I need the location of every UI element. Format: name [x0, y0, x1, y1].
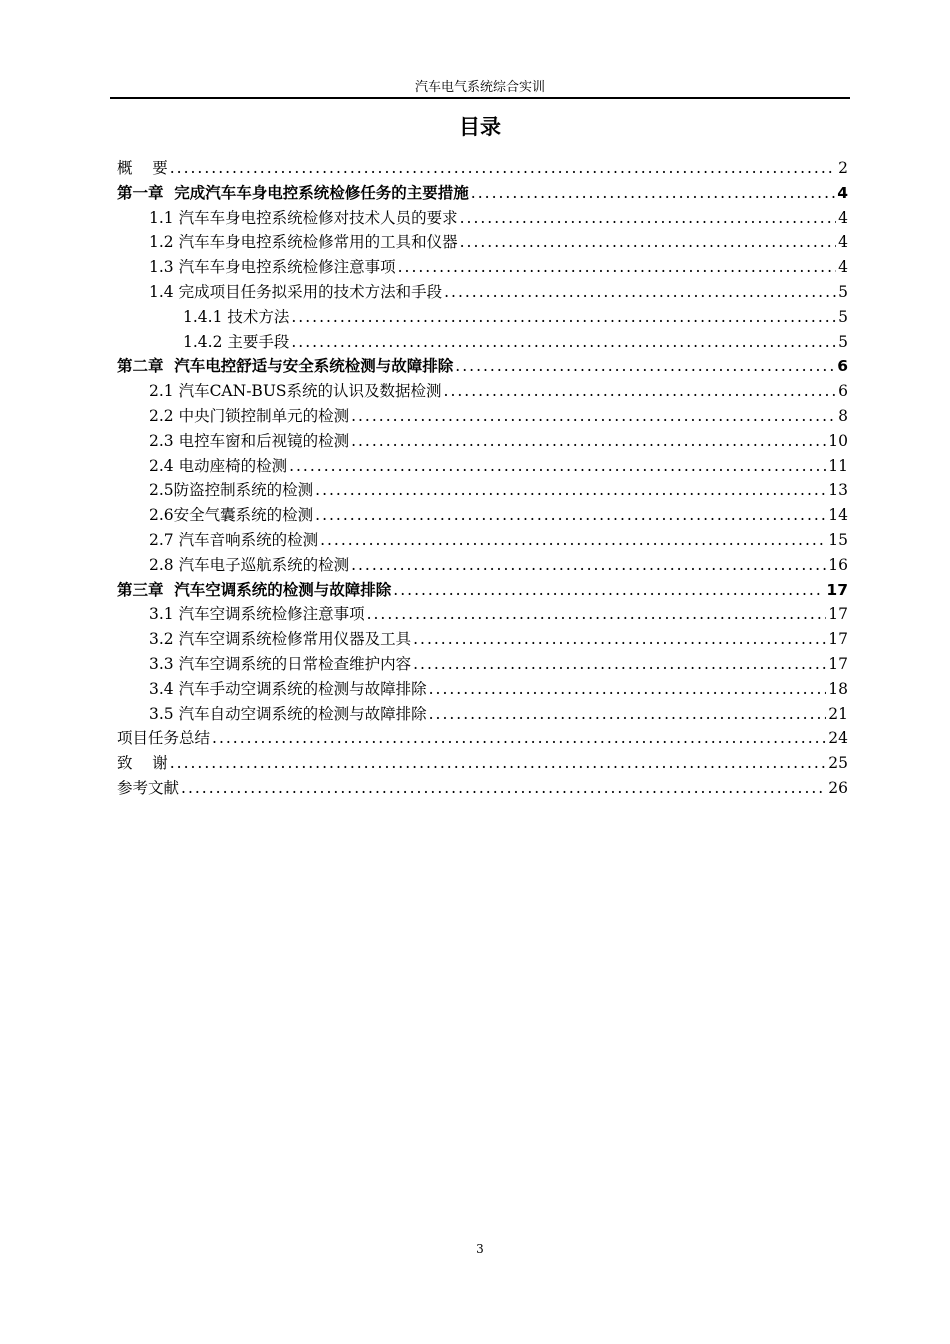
toc-dot-leader: [320, 528, 826, 553]
toc-entry-label: 3.1 汽车空调系统检修注意事项: [149, 605, 365, 624]
toc-dot-leader: [471, 181, 835, 206]
header-rule: [110, 97, 850, 99]
toc-entry-page: 21: [828, 704, 848, 723]
toc-entry[interactable]: [117, 255, 848, 280]
toc-entry[interactable]: [117, 478, 848, 503]
toc-dot-leader: [351, 429, 826, 454]
toc-entry[interactable]: [117, 305, 848, 330]
toc-entry-label: 2.2 中央门锁控制单元的检测: [149, 406, 350, 425]
toc-entry[interactable]: [117, 602, 848, 627]
toc-entry-page: 13: [828, 481, 848, 500]
toc-entry[interactable]: [117, 354, 848, 379]
toc-entry[interactable]: [117, 627, 848, 652]
toc-entry-page: 25: [828, 754, 848, 773]
toc-entry-page: 6: [837, 357, 848, 376]
toc-entry-label: 2.7 汽车音响系统的检测: [149, 530, 319, 549]
toc-entry-label: 1.4.2 主要手段: [183, 332, 290, 351]
toc-dot-leader: [351, 404, 836, 429]
toc-entry-page: 6: [838, 382, 848, 401]
toc-entry-page: 26: [828, 778, 848, 797]
toc-entry-page: 4: [838, 258, 848, 277]
toc-entry-page: 17: [826, 580, 848, 599]
toc-entry-label: 2.6安全气囊系统的检测: [149, 506, 314, 525]
toc-entry[interactable]: [117, 702, 848, 727]
toc-entry-page: 17: [828, 605, 848, 624]
toc-entry-page: 4: [838, 233, 848, 252]
toc-entry[interactable]: [117, 503, 848, 528]
toc-entry-page: 8: [838, 406, 848, 425]
toc-entry-label: 2.8 汽车电子巡航系统的检测: [149, 555, 350, 574]
toc-entry-label: 第一章 完成汽车车身电控系统检修任务的主要措施: [117, 183, 469, 202]
toc-entry[interactable]: [117, 404, 848, 429]
toc-dot-leader: [444, 280, 836, 305]
toc-entry-page: 2: [838, 159, 848, 177]
toc-entry-page: 24: [828, 729, 848, 748]
toc-dot-leader: [315, 478, 826, 503]
toc-dot-leader: [291, 330, 836, 355]
toc-dot-leader: [289, 454, 826, 479]
toc-dot-leader: [170, 156, 836, 181]
toc-entry[interactable]: [117, 652, 848, 677]
toc-entry-page: 17: [828, 630, 848, 649]
toc-entry-label: 2.3 电控车窗和后视镜的检测: [149, 431, 350, 450]
toc-entry[interactable]: [117, 553, 848, 578]
toc-entry[interactable]: [117, 429, 848, 454]
toc-entry[interactable]: [117, 528, 848, 553]
toc-dot-leader: [398, 255, 837, 280]
toc-dot-leader: [455, 354, 835, 379]
toc-dot-leader: [429, 702, 827, 727]
toc-entry-label: 参考文献: [117, 778, 180, 797]
toc-entry-page: 5: [838, 332, 848, 351]
toc-dot-leader: [429, 677, 827, 702]
toc-entry-label: 2.1 汽车CAN-BUS系统的认识及数据检测: [149, 382, 442, 401]
toc-dot-leader: [367, 602, 827, 627]
toc-entry[interactable]: [117, 156, 848, 181]
toc-entry[interactable]: [117, 330, 848, 355]
toc-entry-page: 5: [838, 307, 848, 326]
toc-dot-leader: [460, 206, 837, 231]
toc-dot-leader: [170, 751, 827, 776]
toc-entry-page: 18: [828, 679, 848, 698]
toc-entry-page: 14: [828, 506, 848, 525]
toc-entry-page: 5: [838, 282, 848, 301]
toc-entry-label: 项目任务总结: [117, 729, 211, 748]
toc-entry[interactable]: [117, 776, 848, 801]
toc-dot-leader: [393, 578, 824, 603]
page-number: 3: [476, 1242, 484, 1256]
toc-entry-label: 3.2 汽车空调系统检修常用仪器及工具: [149, 630, 412, 649]
toc-entry[interactable]: [117, 181, 848, 206]
toc-dot-leader: [181, 776, 826, 801]
toc-dot-leader: [413, 627, 826, 652]
toc-entry[interactable]: [117, 379, 848, 404]
toc-dot-leader: [460, 230, 837, 255]
toc-entry[interactable]: [117, 578, 848, 603]
table-of-contents: [117, 156, 848, 801]
toc-entry-label: 2.5防盗控制系统的检测: [149, 481, 314, 500]
toc-dot-leader: [212, 726, 826, 751]
toc-entry-label: 1.1 汽车车身电控系统检修对技术人员的要求: [149, 208, 458, 227]
toc-entry-label: 3.5 汽车自动空调系统的检测与故障排除: [149, 704, 427, 723]
toc-dot-leader: [351, 553, 826, 578]
toc-entry[interactable]: [117, 454, 848, 479]
toc-entry-label: 1.2 汽车车身电控系统检修常用的工具和仪器: [149, 233, 458, 252]
toc-entry-label: 第三章 汽车空调系统的检测与故障排除: [117, 580, 392, 599]
toc-dot-leader: [291, 305, 836, 330]
toc-entry-page: 16: [828, 555, 848, 574]
toc-entry-label: 3.3 汽车空调系统的日常检查维护内容: [149, 654, 412, 673]
toc-entry[interactable]: [117, 751, 848, 776]
toc-entry[interactable]: [117, 677, 848, 702]
toc-entry[interactable]: [117, 230, 848, 255]
toc-dot-leader: [444, 379, 837, 404]
toc-entry-page: 15: [828, 530, 848, 549]
toc-entry-page: 4: [837, 183, 848, 202]
toc-entry-label: 致 谢: [117, 754, 168, 773]
toc-entry-label: 1.4 完成项目任务拟采用的技术方法和手段: [149, 282, 443, 301]
toc-entry-label: 1.4.1 技术方法: [183, 307, 290, 326]
toc-title: 目录: [459, 115, 501, 139]
running-header: 汽车电气系统综合实训: [414, 80, 545, 95]
toc-entry-page: 4: [838, 208, 848, 227]
toc-entry-label: 1.3 汽车车身电控系统检修注意事项: [149, 258, 396, 277]
toc-entry[interactable]: [117, 206, 848, 231]
toc-entry-page: 11: [828, 456, 848, 475]
toc-entry-label: 3.4 汽车手动空调系统的检测与故障排除: [149, 679, 427, 698]
toc-dot-leader: [413, 652, 826, 677]
toc-entry-label: 2.4 电动座椅的检测: [149, 456, 288, 475]
toc-entry[interactable]: [117, 280, 848, 305]
toc-entry-page: 10: [828, 431, 848, 450]
toc-entry-label: 第二章 汽车电控舒适与安全系统检测与故障排除: [117, 357, 454, 376]
toc-dot-leader: [315, 503, 826, 528]
toc-entry-page: 17: [828, 654, 848, 673]
toc-entry-label: 概 要: [117, 159, 168, 177]
toc-entry[interactable]: [117, 726, 848, 751]
